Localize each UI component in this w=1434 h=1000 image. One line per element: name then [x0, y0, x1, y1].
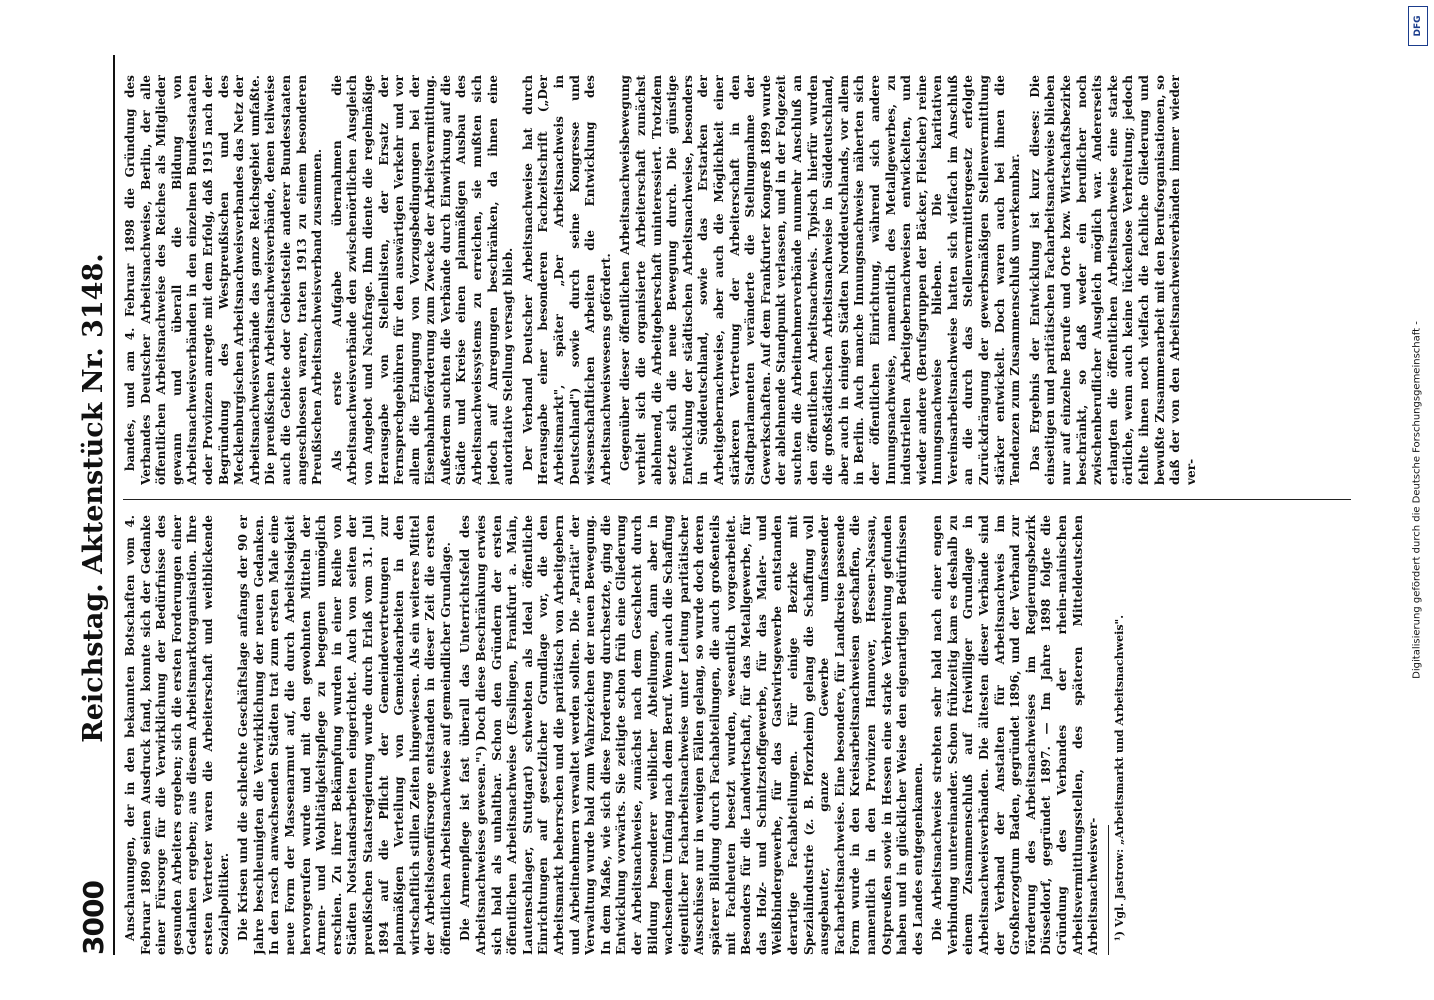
page-number: 3000 — [76, 881, 110, 955]
paragraph: Das Ergebnis der Entwicklung ist kurz dieses: Die einseitigen und paritätischen Facharbeitsnachweise blieben nur auf einzelne Berufe und Orte bzw. Wirtschaftsbezirke beschränkt, so daß weder ein beruflicher noch zwischenberuflicher Ausgleich möglich war. Andererseits erlangten die öffentlichen Arbeitsnachweise eine starke örtliche, wenn auch keine lückenlose Verbreitung; jedoch fehlte ihnen noch vielfach die fachliche Gliederung und bewußte Zusammenarbeit mit den Berufsorganisationen, so daß der von den Arbeitsnachweisverbänden immer wieder ver- — [1027, 75, 1198, 485]
footnote: ¹) Vgl. Jastrow: „Arbeitsmarkt und Arbeitsnachweis". — [1112, 614, 1126, 941]
page-title: Reichstag. Aktenstück Nr. 3148. — [77, 253, 109, 743]
page-header — [73, 55, 115, 955]
right-column — [123, 75, 1351, 485]
paragraph: bandes, und am 4. Februar 1898 die Gründung des Verbandes Deutscher Arbeitsnachweise, Berlin, der alle öffentlichen Arbeitsnachweise des Reiches als Mitglieder gewann und überall die Bildung von Arbeitsnachweisverbänden in den einzelnen Bundesstaaten oder Provinzen anregte mit dem Erfolg, daß 1915 nach der Begründung des Westpreußischen und des Mecklenburgischen Arbeitsnachweisverbandes das Netz der Arbeitsnachweisverbände das ganze Reichsgebiet umfaßte. Die preußischen Arbeitsnachweisverbände, denen teilweise auch die Gebiete oder Gebietsteile anderer Bundesstaaten angeschlossen waren, traten 1913 zu einem besonderen Preußischen Arbeitsnachweisverband zusammen. — [123, 75, 325, 485]
dfg-logo — [1408, 6, 1428, 46]
footnote-rule — [1108, 825, 1109, 955]
digitization-sidebar — [1406, 0, 1428, 1000]
document-page — [57, 25, 1377, 975]
dfg-logo-text: DFG — [1413, 15, 1423, 37]
paragraph: Als erste Aufgabe übernahmen die Arbeitsnachweisverbände den zwischenörtlichen Ausgleich von Angebot und Nachfrage. Ihm diente die regelmäßige Herausgabe von Stellenlisten, der Ersatz der Fernsprechgebühren für den auswärtigen Verkehr und vor allem die Erlangung von Vorzugsbedingungen bei der Eisenbahnbeförderung zum Zwecke der Arbeitsvermittlung. Außerdem suchten die Verbände durch Einwirkung auf die Städte und Kreise einen planmäßigen Ausbau des Arbeitsnachweissystems zu erreichen, sie mußten sich jedoch auf Anregungen beschränken, da ihnen eine autoritative Stellung versagt blieb. — [329, 75, 516, 485]
paragraph: Gegenüber dieser öffentlichen Arbeitsnachweisbewegung verhielt sich die organisierte Arbeiterschaft zunächst ablehnend, die Arbeitgeberschaft uninteressiert. Trotzdem setzte sich die neue Bewegung durch. Die günstige Entwicklung der städtischen Arbeitsnachweise, besonders in Süddeutschland, sowie das Erstarken der Arbeitgebernachweise, aber auch die Möglichkeit einer stärkeren Vertretung der Arbeiterschaft in den Stadtparlamenten veränderte die Stellungnahme der Gewerkschaften. Auf dem Frankfurter Kongreß 1899 wurde der ablehnende Standpunkt verlassen, und in der Folgezeit suchten die Arbeitnehmerverbände nunmehr Anschluß an den öffentlichen Arbeitsnachweis. Typisch hierfür wurden die großstädtischen Arbeitsnachweise in Süddeutschland, aber auch in einigen Städten Norddeutschlands, vor allem in Berlin. Auch manche Innungsnachweise näherten sich der öffentlichen Einrichtung, während sich andere Innungsnachweise, namentlich des Metallgewerbes, zu industriellen Arbeitgebernachweisen entwickelten, und wieder andere (Berufsgruppen der Bäcker, Fleischer) reine Innungsnachweise blieben. Die karitativen Vereinsarbeitsnachweise hatten sich vielfach im Anschluß an die durch das Stellenvermittlergesetz erfolgte Zurückdrängung der gewerbsmäßigen Stellenvermittlung stärker entwickelt. Doch waren auch bei ihnen die Tendenzen zum Zusammenschluß unverkennbar. — [618, 75, 1023, 485]
paragraph: Die Krisen und die schlechte Geschäftslage anfangs der 90 er Jahre beschleunigten die Verwirklichung der neuen Gedanken. In den rasch anwachsenden Städten trat zum ersten Male eine neue Form der Massenarmut auf, die durch Arbeitslosigkeit hervorgerufen wurde und mit den gewohnten Mitteln der Armen- und Wohltätigkeitspflege zu begegnen unmöglich erschien. Zu ihrer Bekämpfung wurden in einer Reihe von Städten Notstandsarbeiten eingerichtet. Auch von seiten der preußischen Staatsregierung wurde durch Erlaß vom 31. Juli 1894 auf die Pflicht der Gemeindevertretungen zur planmäßigen Verteilung von Gemeindearbeiten in den wirtschaftlich stillen Zeiten hingewiesen. Als ein weiteres Mittel der Arbeitslosenfürsorge entstanden in dieser Zeit die ersten öffentlichen Arbeitsnachweise auf gemeindlicher Grundlage. — [236, 515, 453, 955]
paragraph: Die Armenpflege ist fast überall das Unterrichtsfeld des Arbeitsnachweises gewesen."¹) Doch diese Beschränkung erwies sich bald als unhaltbar. Schon den Gründern der ersten öffentlichen Arbeitsnachweise (Esslingen, Frankfurt a. Main, Lautenschlager, Stuttgart) schwebten als Ideal öffentliche Einrichtungen auf gesetzlicher Grundlage vor, die den Arbeitsmarkt beherrschen und die paritätisch von Arbeitgebern und Arbeitnehmern verwaltet werden sollten. Die „Parität" der Verwaltung wurde bald zum Wahrzeichen der neuen Bewegung. In dem Maße, wie sich diese Forderung durchsetzte, ging die Entwicklung vorwärts. Sie zeitigte schon früh eine Gliederung der Arbeitsnachweise, zunächst nach dem Geschlecht durch Bildung besonderer weiblicher Abteilungen, dann aber in wachsendem Umfang nach dem Beruf. Wenn auch die Schaffung eigentlicher Facharbeitsnachweise unter Leitung paritätischer Ausschüsse nur in wenigen Fällen gelang, so wurde doch deren späterer Bildung durch Fachabteilungen, die auch großenteils mit Fachleuten besetzt wurden, wesentlich vorgearbeitet. Besonders für die Landwirtschaft, für das Metallgewerbe, für das Holz- und Schnitzstoffgewerbe, für das Maler- und Weißbindergewerbe, für das Gastwirtsgewerbe entstanden derartige Fachabteilungen. Für einige Bezirke mit Spezialindustrie (z. B. Pforzheim) gelang die Schaffung voll ausgebauter, ganze Gewerbe umfassender Facharbeitsnachweise. Eine besondere, für Landkreise passende Form wurde in den Kreisarbeitsnachweisen geschaffen, die namentlich in den Provinzen Hannover, Hessen-Nassau, Ostpreußen sowie in Hessen eine starke Verbreitung gefunden haben und in glücklicher Weise den eigenartigen Bedürfnissen des Landes entgegenkamen. — [458, 515, 925, 955]
rotated-page — [57, 25, 1377, 975]
column-divider — [123, 499, 1351, 500]
paragraph: Der Verband Deutscher Arbeitsnachweise hat durch Herausgabe einer besonderen Fachzeitschrift („Der Arbeitsmarkt", später „Der Arbeitsnachweis in Deutschland") sowie durch seine Kongresse und wissenschaftlichen Arbeiten die Entwicklung des Arbeitsnachweiswesens gefördert. — [520, 75, 613, 485]
paragraph: Die Arbeitsnachweise strebten sehr bald nach einer engen Verbindung untereinander. Schon frühzeitig kam es deshalb zu einem Zusammenschluß auf freiwilliger Grundlage in Arbeitsnachweisverbänden. Die ältesten dieser Verbände sind der Verband der Anstalten für Arbeitsnachweis im Großherzogtum Baden, gegründet 1896, und der Verband zur Förderung des Arbeitsnachweises im Regierungsbezirk Düsseldorf, gegründet 1897. — Im Jahre 1898 folgte die Gründung des Verbandes der rhein-mainischen Arbeitsvermittlungsstellen, des späteren Mitteldeutschen Arbeitsnachweisver- — [930, 515, 1101, 955]
left-column — [123, 515, 1351, 955]
paragraph: Anschauungen, der in den bekannten Botschaften vom 4. Februar 1890 seinen Ausdruck fand, konnte sich der Gedanke einer Fürsorge für die Verwirklichung der Bedürfnisse des gesunden Arbeiters ergeben; sich die ersten Forderungen einer Gedanken ergeben; aus diesem Arbeitsmarktorganisation. Ihre ersten Vertreter waren die Arbeiterschaft und weitblickende Sozialpolitiker. — [123, 515, 231, 955]
digitization-credit: Digitalisierung gefördert durch die Deutsche Forschungsgemeinschaft - — [1411, 321, 1423, 679]
